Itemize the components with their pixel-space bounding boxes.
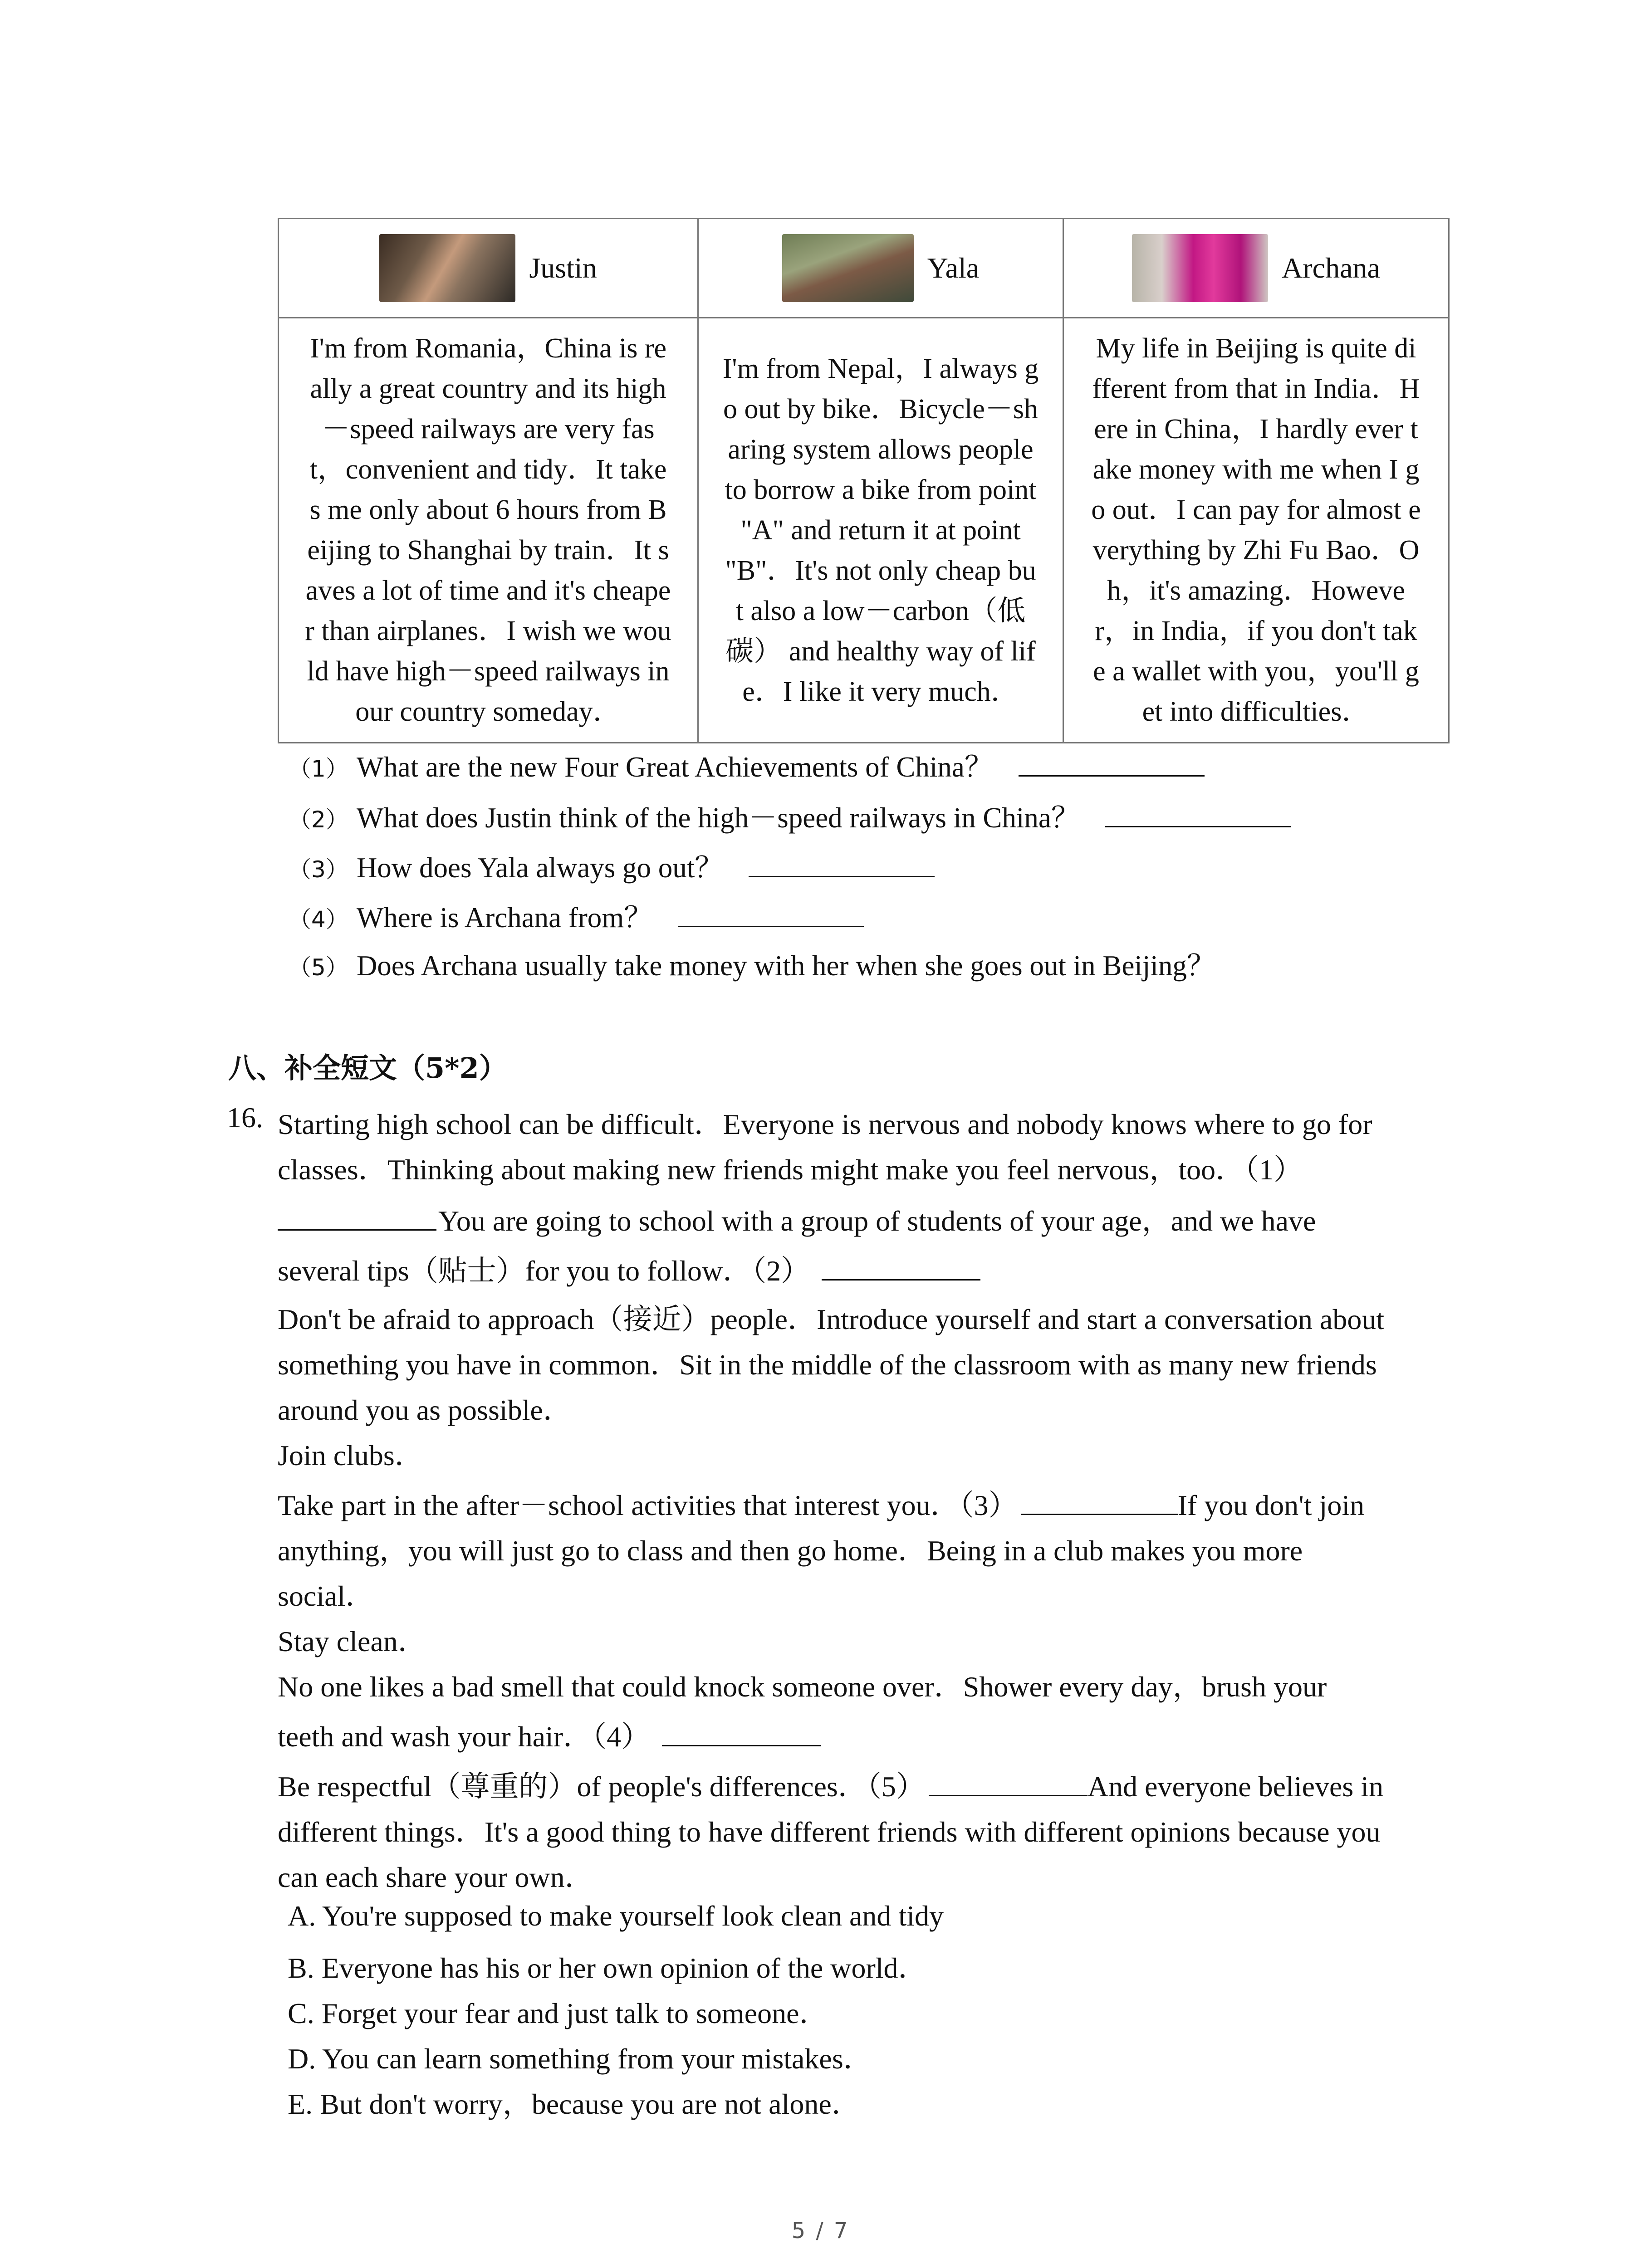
question-1: （1） What are the new Four Great Achievements of China？ [289, 744, 1205, 785]
passage-line: several tips（贴士）for you to follow．（2） [278, 1247, 980, 1289]
option-a: A. You're supposed to make yourself look clean and tidy [288, 1900, 944, 1932]
passage-line: Be respectful（尊重的）of people's differences．（5） And everyone believes in [278, 1770, 1384, 1803]
passage-line: Don't be afraid to approach（接近）people．Introduce yourself and start a conversation about [278, 1303, 1385, 1335]
answer-blank-4[interactable] [678, 901, 864, 927]
passage-line: can each share your own． [278, 1861, 594, 1893]
yala-paragraph: I'm from Nepal，I always g o out by bike．Bicycle－sh aring system allows people to borrow a bike from point "A" and return it at point "B"．It's not only cheap bu t also a low－carbon（低 碳） and healthy way of lif e．I like it very much． [722, 353, 1039, 707]
person-name: Archana [1282, 252, 1380, 284]
passage-line: Stay clean． [278, 1625, 427, 1657]
option-c: C. Forget your fear and just talk to someone． [288, 1997, 828, 2029]
option-e: E. But don't worry，because you are not alone． [288, 2088, 861, 2120]
archana-text-cell [1063, 318, 1449, 743]
yala-photo [782, 234, 914, 302]
profiles-table [278, 218, 1450, 743]
passage-line: around you as possible． [278, 1394, 572, 1426]
section-title: 八、补全短文（5*2） [228, 1051, 507, 1085]
justin-paragraph: I'm from Romania，China is re ally a great country and its high －speed railways are very fas t，convenient and tidy．It take s me only about 6 hours from B eijing to Shanghai by train．It s aves a lot of time and it's cheape r than airplanes．I wish we wou ld have high－speed railways in our country someday． [305, 333, 671, 727]
passage-line: Starting high school can be difficult．Everyone is nervous and nobody knows where to go for [278, 1108, 1372, 1140]
passage-line: You are going to school with a group of students of your age，and we have [278, 1198, 1316, 1239]
table-header-row [279, 219, 1449, 318]
archana-paragraph: My life in Beijing is quite di fferent from that in India．H ere in China，I hardly ever t ake money with me when I g o out．I can pay for almost e verything by Zhi Fu Bao．O h，it's amazing．Howeve r，in India，if you don't tak e a wallet with you，you'll g et into difficulties． [1091, 333, 1421, 727]
header-cell-archana [1063, 219, 1449, 318]
passage-line: something you have in common．Sit in the middle of the classroom with as many new friends [278, 1349, 1377, 1381]
passage-line: No one likes a bad smell that could knock someone over．Shower every day，brush your [278, 1671, 1327, 1703]
question-3: （3） How does Yala always go out？ [289, 845, 935, 886]
question-4: （4） Where is Archana from？ [289, 894, 864, 936]
question-5: （5） Does Archana usually take money with her when she goes out in Beijing？ [289, 950, 1215, 982]
answer-blank-passage-5[interactable] [929, 1770, 1087, 1796]
option-b: B. Everyone has his or her own opinion of the world． [288, 1952, 927, 1984]
question-2: （2） What does Justin think of the high－speed railways in China？ [289, 795, 1291, 836]
passage-line: Take part in the after－school activities that interest you．（3） If you don't join [278, 1489, 1365, 1521]
answer-blank-2[interactable] [1105, 802, 1291, 827]
person-name: Justin [529, 252, 597, 284]
option-d: D. You can learn something from your mistakes． [288, 2043, 872, 2075]
passage-line: anything，you will just go to class and then go home．Being in a club makes you more [278, 1535, 1303, 1567]
passage-line: different things．It's a good thing to have different friends with different opinions because you [278, 1816, 1381, 1848]
person-name: Yala [927, 252, 980, 284]
yala-text-cell [698, 318, 1063, 743]
passage-line: teeth and wash your hair．（4） [278, 1713, 821, 1755]
answer-blank-1[interactable] [1019, 751, 1205, 777]
answer-blank-passage-2[interactable] [822, 1255, 980, 1281]
answer-blank-3[interactable] [749, 851, 935, 877]
header-cell-yala [698, 219, 1063, 318]
answer-blank-passage-3[interactable] [1021, 1489, 1178, 1515]
table-body-row [279, 318, 1449, 743]
justin-text-cell [279, 318, 698, 743]
justin-photo [379, 234, 515, 302]
header-cell-justin [279, 219, 698, 318]
page-number: 5 / 7 [791, 2218, 850, 2244]
passage-line: classes．Thinking about making new friends might make you feel nervous，too．（1） [278, 1154, 1303, 1186]
answer-blank-passage-1[interactable] [278, 1205, 436, 1231]
answer-blank-passage-4[interactable] [662, 1721, 821, 1746]
archana-photo [1132, 234, 1268, 302]
question-number: 16. [227, 1101, 263, 1134]
passage-line: social． [278, 1580, 375, 1612]
passage-line: Join clubs． [278, 1439, 424, 1471]
